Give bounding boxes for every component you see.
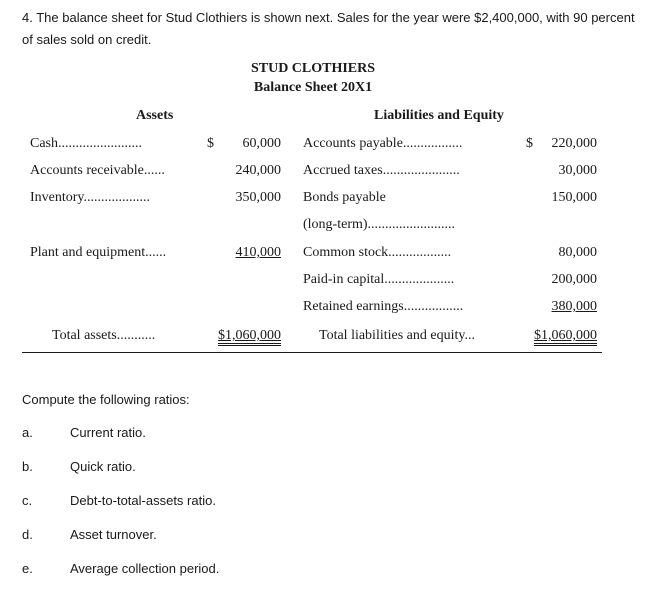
asset-label: Inventory (30, 190, 84, 205)
asset-label: Plant and equipment (30, 245, 146, 260)
liab-label: Common stock (303, 245, 389, 260)
liab-row-common (303, 245, 451, 261)
question-letter: a. (22, 425, 33, 440)
total-assets-label: Total assets (52, 328, 117, 343)
asset-label: Cash (30, 136, 58, 151)
liab-label: Accounts payable (303, 136, 403, 151)
asset-value-plant (200, 245, 281, 261)
asset-label: Accounts receivable (30, 163, 144, 178)
total-assets-row (52, 328, 155, 344)
leader-dots: ........... (116, 328, 156, 343)
section-rule (22, 352, 602, 353)
asset-row-receivables (30, 163, 165, 179)
sheet-title: Balance Sheet 20X1 (253, 80, 373, 95)
company-name: STUD CLOTHIERS (250, 61, 376, 76)
underlined-value: 380,000 (551, 299, 597, 314)
question-text: Debt-to-total-assets ratio. (70, 493, 216, 508)
leader-dots: .................... (384, 272, 455, 287)
asset-row-inventory (30, 190, 150, 206)
questions-prompt: Compute the following ratios: (22, 392, 190, 407)
question-letter: e. (22, 561, 33, 576)
double-underlined-value: $1,060,000 (218, 328, 281, 346)
liab-row-paidin (303, 272, 454, 288)
question-letter: b. (22, 459, 33, 474)
question-text: Quick ratio. (70, 459, 136, 474)
liab-row-longterm (303, 217, 455, 233)
liab-label: Bonds payable (303, 190, 386, 205)
asset-dollar-sign: $ (207, 136, 214, 151)
total-liab-label: Total liabilities and equity (319, 328, 465, 343)
liab-value-payable: 220,000 (551, 136, 597, 151)
leader-dots: ... (464, 328, 475, 343)
liab-dollar-sign: $ (526, 136, 533, 151)
liab-value-retained (520, 299, 597, 315)
liabilities-header: Liabilities and Equity (374, 108, 504, 123)
asset-row-cash (30, 136, 142, 152)
leader-dots: ...... (145, 245, 167, 260)
question-letter: d. (22, 527, 33, 542)
liab-value-accrued: 30,000 (558, 163, 597, 178)
total-assets-value (195, 328, 281, 344)
asset-value-inventory: 350,000 (235, 190, 281, 205)
question-letter: c. (22, 493, 33, 508)
leader-dots: .................. (388, 245, 452, 260)
total-liab-row (319, 328, 475, 344)
assets-header: Assets (136, 108, 174, 123)
question-text: Current ratio. (70, 425, 146, 440)
liab-row-accrued (303, 163, 460, 179)
leader-dots: ......................... (367, 217, 456, 232)
liab-label: Retained earnings (303, 299, 404, 314)
underlined-value: 410,000 (235, 245, 281, 260)
asset-value-cash: 60,000 (242, 136, 281, 151)
liab-value-common: 80,000 (558, 245, 597, 260)
liab-label: Accrued taxes (303, 163, 383, 178)
leader-dots: ................. (403, 299, 464, 314)
asset-value-receivables: 240,000 (235, 163, 281, 178)
leader-dots: ........................ (58, 136, 142, 151)
problem-intro: 4. The balance sheet for Stud Clothiers is shown next. Sales for the year were $2,400,000, with 90 percent of sales sold on credit. (22, 10, 635, 47)
question-text: Average collection period. (70, 561, 220, 576)
total-liab-value (511, 328, 597, 344)
question-text: Asset turnover. (70, 527, 157, 542)
liab-row-payable (303, 136, 462, 152)
double-underlined-value: $1,060,000 (534, 328, 597, 346)
liab-label: (long-term) (303, 217, 368, 232)
liab-value-paidin: 200,000 (551, 272, 597, 287)
leader-dots: ................... (83, 190, 151, 205)
liab-row-bonds (303, 190, 386, 206)
leader-dots: ...................... (382, 163, 460, 178)
liab-row-retained (303, 299, 463, 315)
liab-label: Paid-in capital (303, 272, 385, 287)
asset-row-plant (30, 245, 166, 261)
liab-value-bonds: 150,000 (551, 190, 597, 205)
leader-dots: ................. (402, 136, 463, 151)
leader-dots: ...... (143, 163, 165, 178)
